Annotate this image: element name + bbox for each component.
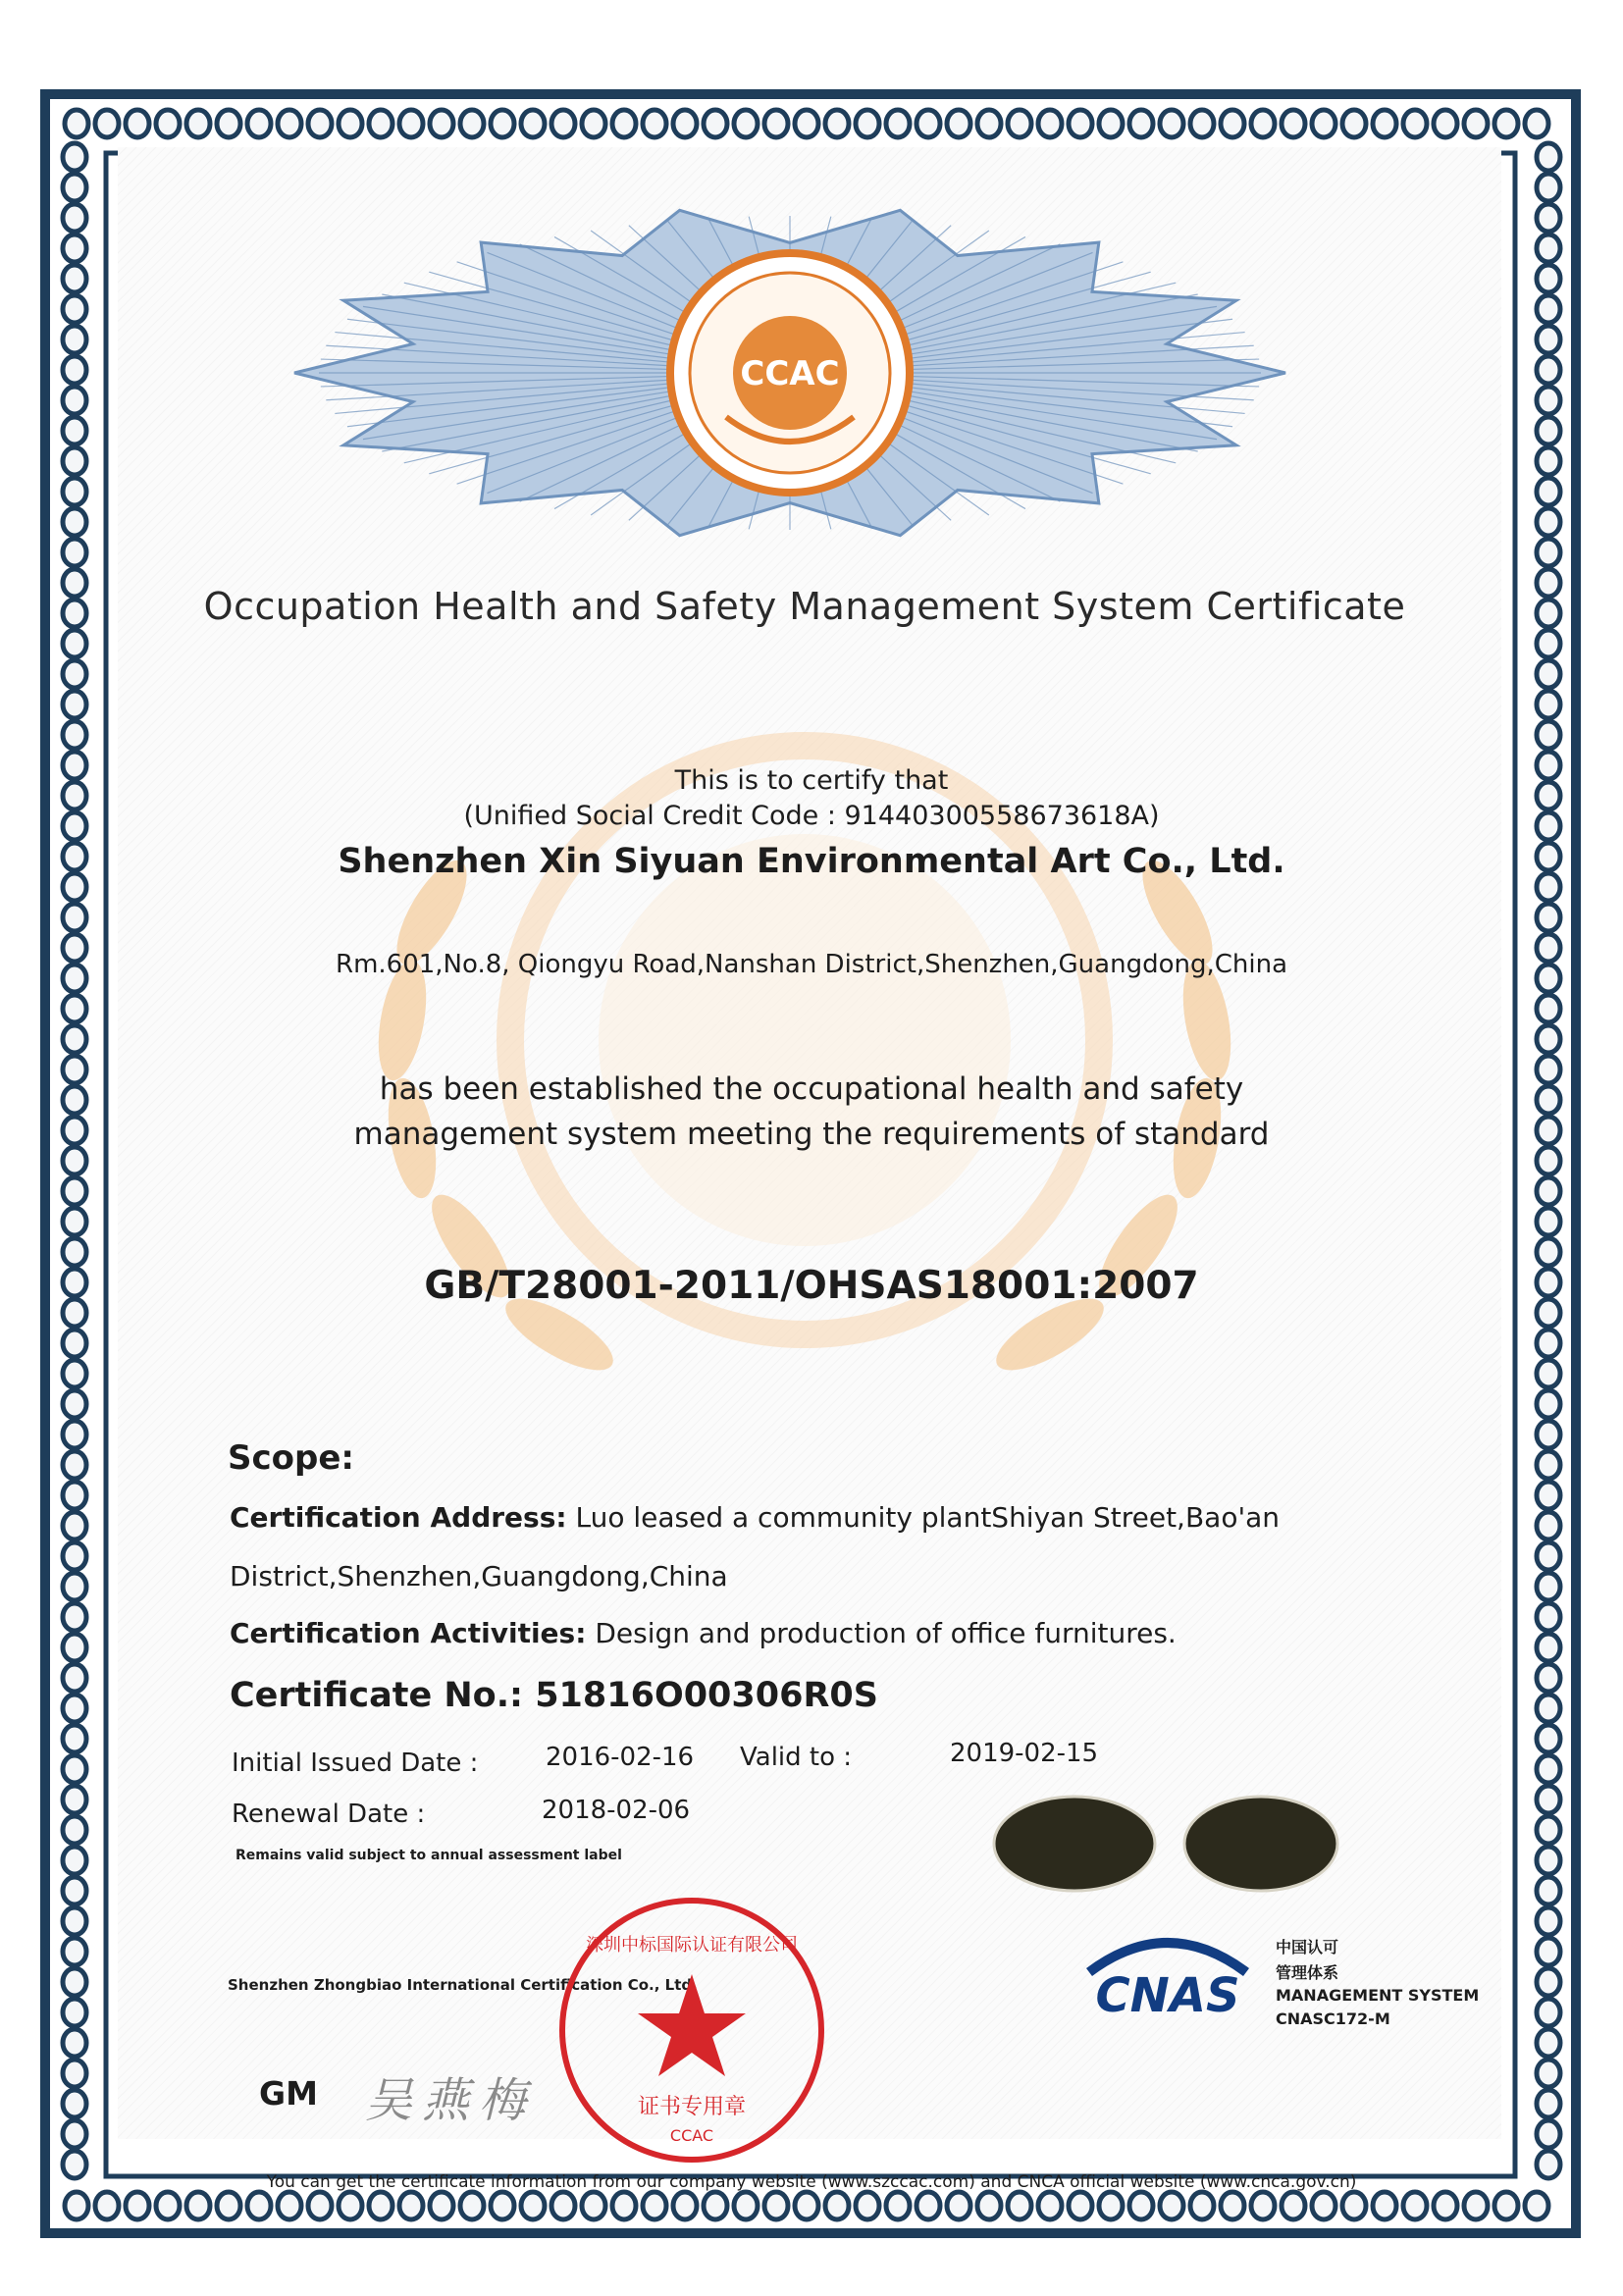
- address-value-line2: District,Shenzhen,Guangdong,China: [230, 1560, 728, 1592]
- border-link: [186, 110, 210, 137]
- border-link: [63, 2120, 86, 2148]
- border-link: [217, 110, 240, 137]
- border-link: [1403, 2192, 1427, 2219]
- border-link: [1537, 1603, 1560, 1631]
- border-link: [1525, 2192, 1548, 2219]
- border-link: [1537, 1482, 1560, 1509]
- activities-value: Design and production of office furnitures.: [586, 1617, 1177, 1649]
- border-link: [856, 2192, 879, 2219]
- border-link: [399, 110, 423, 137]
- border-link: [1038, 2192, 1062, 2219]
- border-link: [1537, 1421, 1560, 1448]
- border-link: [63, 1390, 86, 1418]
- border-link: [63, 1725, 86, 1752]
- border-link: [1537, 1907, 1560, 1935]
- border-link: [1373, 2192, 1396, 2219]
- border-link: [430, 2192, 453, 2219]
- border-link: [1008, 2192, 1031, 2219]
- company-address: Rm.601,No.8, Qiongyu Road,Nanshan District,Shenzhen,Guangdong,China: [336, 950, 1287, 979]
- company-name: Shenzhen Xin Siyuan Environmental Art Co., Ltd.: [338, 842, 1285, 881]
- border-link: [1251, 110, 1275, 137]
- border-link: [63, 1360, 86, 1387]
- border-link: [1221, 2192, 1244, 2219]
- border-link: [1129, 110, 1153, 137]
- border-link: [1537, 2120, 1560, 2148]
- border-link: [1537, 478, 1560, 505]
- certification-address: [230, 1501, 1280, 1534]
- border-link: [1190, 2192, 1214, 2219]
- border-link: [1537, 326, 1560, 353]
- border-link: [734, 110, 758, 137]
- border-link: [1537, 1025, 1560, 1053]
- border-link: [1537, 1816, 1560, 1844]
- border-link: [1434, 2192, 1457, 2219]
- border-link: [63, 417, 86, 444]
- border-link: [369, 2192, 393, 2219]
- border-link: [1434, 110, 1457, 137]
- border-link: [399, 2192, 423, 2219]
- border-link: [63, 143, 86, 171]
- border-link: [1537, 1451, 1560, 1479]
- border-link: [704, 110, 727, 137]
- border-link: [643, 2192, 666, 2219]
- border-link: [63, 174, 86, 201]
- border-link: [63, 600, 86, 627]
- border-link: [63, 1847, 86, 1874]
- border-link: [795, 2192, 818, 2219]
- renewal-label: Renewal Date :: [232, 1800, 426, 1829]
- border-link: [63, 630, 86, 657]
- border-link: [1537, 539, 1560, 566]
- border-link: [1537, 1968, 1560, 1996]
- border-link: [186, 2192, 210, 2219]
- address-value-line1: Luo leased a community plantShiyan Street,Bao'an: [566, 1501, 1281, 1534]
- standard-code: GB/T28001-2011/OHSAS18001:2007: [424, 1264, 1199, 1308]
- border-link: [1537, 2029, 1560, 2057]
- border-link: [308, 2192, 332, 2219]
- border-link: [1537, 235, 1560, 262]
- border-link: [1099, 110, 1123, 137]
- border-link: [1537, 204, 1560, 232]
- border-link: [704, 2192, 727, 2219]
- border-link: [1537, 1877, 1560, 1905]
- remains-note: Remains valid subject to annual assessment label: [236, 1848, 622, 1863]
- border-link: [1537, 265, 1560, 292]
- border-link: [1537, 1573, 1560, 1600]
- certification-activities: [230, 1617, 1177, 1649]
- border-link: [1282, 2192, 1305, 2219]
- renewal-value: 2018-02-06: [542, 1796, 691, 1825]
- border-link: [825, 110, 849, 137]
- border-link: [1537, 508, 1560, 536]
- border-link: [1403, 110, 1427, 137]
- border-link: [1537, 417, 1560, 444]
- border-link: [63, 1695, 86, 1722]
- border-link: [1160, 2192, 1183, 2219]
- border-link: [1537, 1542, 1560, 1570]
- border-link: [886, 110, 910, 137]
- border-link: [63, 1755, 86, 1783]
- cnas-ms-line: MANAGEMENT SYSTEM: [1276, 1986, 1480, 2005]
- border-link: [582, 2192, 605, 2219]
- border-link: [856, 110, 879, 137]
- border-link: [63, 1542, 86, 1570]
- border-link: [95, 2192, 119, 2219]
- border-link: [673, 2192, 697, 2219]
- border-link: [63, 1330, 86, 1357]
- border-link: [65, 110, 88, 137]
- border-link: [63, 1816, 86, 1844]
- border-link: [612, 2192, 636, 2219]
- border-link: [430, 110, 453, 137]
- border-link: [63, 356, 86, 384]
- border-link: [1537, 2090, 1560, 2117]
- border-link: [63, 478, 86, 505]
- border-link: [947, 2192, 970, 2219]
- cnas-logo: [1070, 1923, 1266, 2041]
- cnas-cn-line2: 管理体系: [1276, 1963, 1339, 1982]
- border-link: [63, 1177, 86, 1205]
- border-link: [916, 110, 940, 137]
- border-link: [1537, 1786, 1560, 1813]
- cnas-code: CNASC172-M: [1276, 2009, 1390, 2028]
- border-link: [1537, 2060, 1560, 2087]
- border-link: [369, 110, 393, 137]
- border-link: [1537, 1390, 1560, 1418]
- border-link: [156, 110, 180, 137]
- border-link: [1537, 356, 1560, 384]
- border-link: [1008, 110, 1031, 137]
- border-link: [1190, 110, 1214, 137]
- border-link: [1537, 995, 1560, 1022]
- border-link: [63, 1999, 86, 2026]
- border-link: [1537, 1360, 1560, 1387]
- border-link: [460, 2192, 484, 2219]
- border-link: [217, 2192, 240, 2219]
- border-link: [63, 539, 86, 566]
- border-link: [977, 110, 1001, 137]
- border-link: [1537, 1177, 1560, 1205]
- border-link: [1537, 1847, 1560, 1874]
- border-link: [1537, 143, 1560, 171]
- border-link: [1537, 1999, 1560, 2026]
- guilloche-emblem: [265, 191, 1315, 554]
- issuer-name: Shenzhen Zhongbiao International Certification Co., Ltd.: [228, 1976, 698, 1994]
- border-link: [1537, 569, 1560, 597]
- address-label: Certification Address:: [230, 1501, 567, 1534]
- border-link: [1312, 2192, 1335, 2219]
- border-link: [1342, 2192, 1366, 2219]
- border-link: [63, 447, 86, 475]
- border-link: [1537, 295, 1560, 323]
- border-link: [63, 235, 86, 262]
- border-link: [63, 204, 86, 232]
- company-stamp: [550, 1888, 834, 2172]
- certify-line: This is to certify that: [674, 765, 949, 796]
- border-link: [63, 904, 86, 931]
- border-link: [63, 2090, 86, 2117]
- border-link: [1537, 1238, 1560, 1266]
- border-link: [63, 265, 86, 292]
- border-link: [63, 1208, 86, 1235]
- border-link: [63, 1573, 86, 1600]
- border-link: [339, 2192, 362, 2219]
- border-link: [1537, 1208, 1560, 1235]
- border-link: [551, 110, 575, 137]
- border-link: [1464, 2192, 1488, 2219]
- border-link: [1537, 1664, 1560, 1692]
- border-link: [308, 110, 332, 137]
- border-link: [764, 110, 788, 137]
- border-link: [1537, 1634, 1560, 1661]
- border-link: [764, 2192, 788, 2219]
- border-link: [63, 1603, 86, 1631]
- border-link: [491, 110, 514, 137]
- credit-code: (Unified Social Credit Code : 91440300558673618A): [463, 801, 1160, 831]
- border-link: [278, 110, 301, 137]
- border-link: [612, 110, 636, 137]
- border-link: [1099, 2192, 1123, 2219]
- border-link: [63, 2029, 86, 2057]
- border-link: [521, 110, 545, 137]
- border-link: [1537, 447, 1560, 475]
- border-link: [63, 995, 86, 1022]
- border-link: [156, 2192, 180, 2219]
- border-link: [63, 295, 86, 323]
- border-link: [1494, 2192, 1518, 2219]
- border-link: [643, 110, 666, 137]
- border-link: [1537, 600, 1560, 627]
- border-link: [63, 1482, 86, 1509]
- border-link: [977, 2192, 1001, 2219]
- stamp-text: 深圳中标国际认证有限公司: [586, 1935, 798, 1956]
- border-link: [1537, 387, 1560, 414]
- border-link: [63, 1664, 86, 1692]
- border-link: [491, 2192, 514, 2219]
- border-link: [1525, 110, 1548, 137]
- border-link: [1537, 1695, 1560, 1722]
- border-link: [63, 1968, 86, 1996]
- valid-to-label: Valid to :: [740, 1743, 853, 1772]
- border-link: [339, 110, 362, 137]
- border-link: [734, 2192, 758, 2219]
- emblem-text: CCAC: [740, 354, 840, 393]
- border-link: [63, 1938, 86, 1965]
- border-link: [63, 1421, 86, 1448]
- border-link: [63, 1634, 86, 1661]
- border-link: [916, 2192, 940, 2219]
- border-link: [1537, 1755, 1560, 1783]
- border-link: [1537, 1512, 1560, 1539]
- border-link: [63, 1238, 86, 1266]
- border-link: [63, 326, 86, 353]
- stamp-code: CCAC: [669, 2126, 714, 2145]
- border-link: [63, 660, 86, 688]
- border-link: [278, 2192, 301, 2219]
- border-link: [1069, 110, 1092, 137]
- border-link: [247, 2192, 271, 2219]
- border-link: [63, 1025, 86, 1053]
- border-link: [1537, 660, 1560, 688]
- border-link: [63, 387, 86, 414]
- border-link: [95, 110, 119, 137]
- border-link: [126, 2192, 149, 2219]
- star-icon: [638, 1974, 746, 2076]
- certificate-number: Certificate No.: 51816O00306R0S: [230, 1676, 878, 1715]
- border-link: [63, 1451, 86, 1479]
- hologram-sticker-right: [1184, 1797, 1337, 1891]
- gm-label: GM: [259, 2074, 318, 2113]
- border-link: [1069, 2192, 1092, 2219]
- border-link: [1537, 630, 1560, 657]
- scope-heading: Scope:: [228, 1438, 354, 1478]
- border-link: [126, 110, 149, 137]
- gm-signature: 吴燕梅: [365, 2073, 537, 2128]
- border-link: [1160, 110, 1183, 137]
- border-link: [63, 691, 86, 718]
- border-link: [63, 1512, 86, 1539]
- border-link: [551, 2192, 575, 2219]
- border-link: [1494, 110, 1518, 137]
- border-link: [1464, 110, 1488, 137]
- border-link: [63, 1877, 86, 1905]
- border-link: [1129, 2192, 1153, 2219]
- border-link: [1312, 110, 1335, 137]
- border-link: [1373, 110, 1396, 137]
- border-link: [1537, 1330, 1560, 1357]
- cnas-cn-line1: 中国认可: [1276, 1938, 1339, 1957]
- border-link: [795, 110, 818, 137]
- border-link: [1342, 110, 1366, 137]
- border-link: [1221, 110, 1244, 137]
- border-link: [247, 110, 271, 137]
- initial-issued-value: 2016-02-16: [546, 1743, 695, 1772]
- border-link: [1038, 110, 1062, 137]
- border-link: [521, 2192, 545, 2219]
- border-link: [63, 508, 86, 536]
- border-link: [1537, 1938, 1560, 1965]
- border-link: [63, 2060, 86, 2087]
- hologram-stickers: [971, 1790, 1354, 1898]
- border-link: [582, 110, 605, 137]
- stamp-sub: 证书专用章: [637, 2095, 747, 2119]
- border-link: [1537, 904, 1560, 931]
- border-link: [1282, 110, 1305, 137]
- border-link: [65, 2192, 88, 2219]
- statement-line-2: management system meeting the requirements of standard: [353, 1117, 1270, 1152]
- border-link: [63, 1786, 86, 1813]
- footer-note: You can get the certificate information from our company website (www.szccac.com) and CNCA official website (www.cnca.gov.cn): [266, 2172, 1357, 2192]
- statement-line-1: has been established the occupational health and safety: [379, 1071, 1244, 1107]
- cnas-text: CNAS: [1095, 1968, 1240, 2023]
- border-link: [1251, 2192, 1275, 2219]
- border-link: [947, 110, 970, 137]
- border-link: [1537, 691, 1560, 718]
- border-link: [63, 721, 86, 749]
- valid-to-value: 2019-02-15: [950, 1739, 1099, 1768]
- hologram-sticker-left: [994, 1797, 1155, 1891]
- border-link: [1537, 1725, 1560, 1752]
- border-link: [63, 569, 86, 597]
- border-link: [460, 110, 484, 137]
- initial-issued-label: Initial Issued Date :: [232, 1748, 479, 1778]
- border-link: [1537, 721, 1560, 749]
- border-link: [1537, 174, 1560, 201]
- border-link: [886, 2192, 910, 2219]
- border-link: [63, 1907, 86, 1935]
- border-link: [673, 110, 697, 137]
- certificate-title: Occupation Health and Safety Management System Certificate: [203, 585, 1406, 628]
- border-link: [825, 2192, 849, 2219]
- activities-label: Certification Activities:: [230, 1617, 587, 1649]
